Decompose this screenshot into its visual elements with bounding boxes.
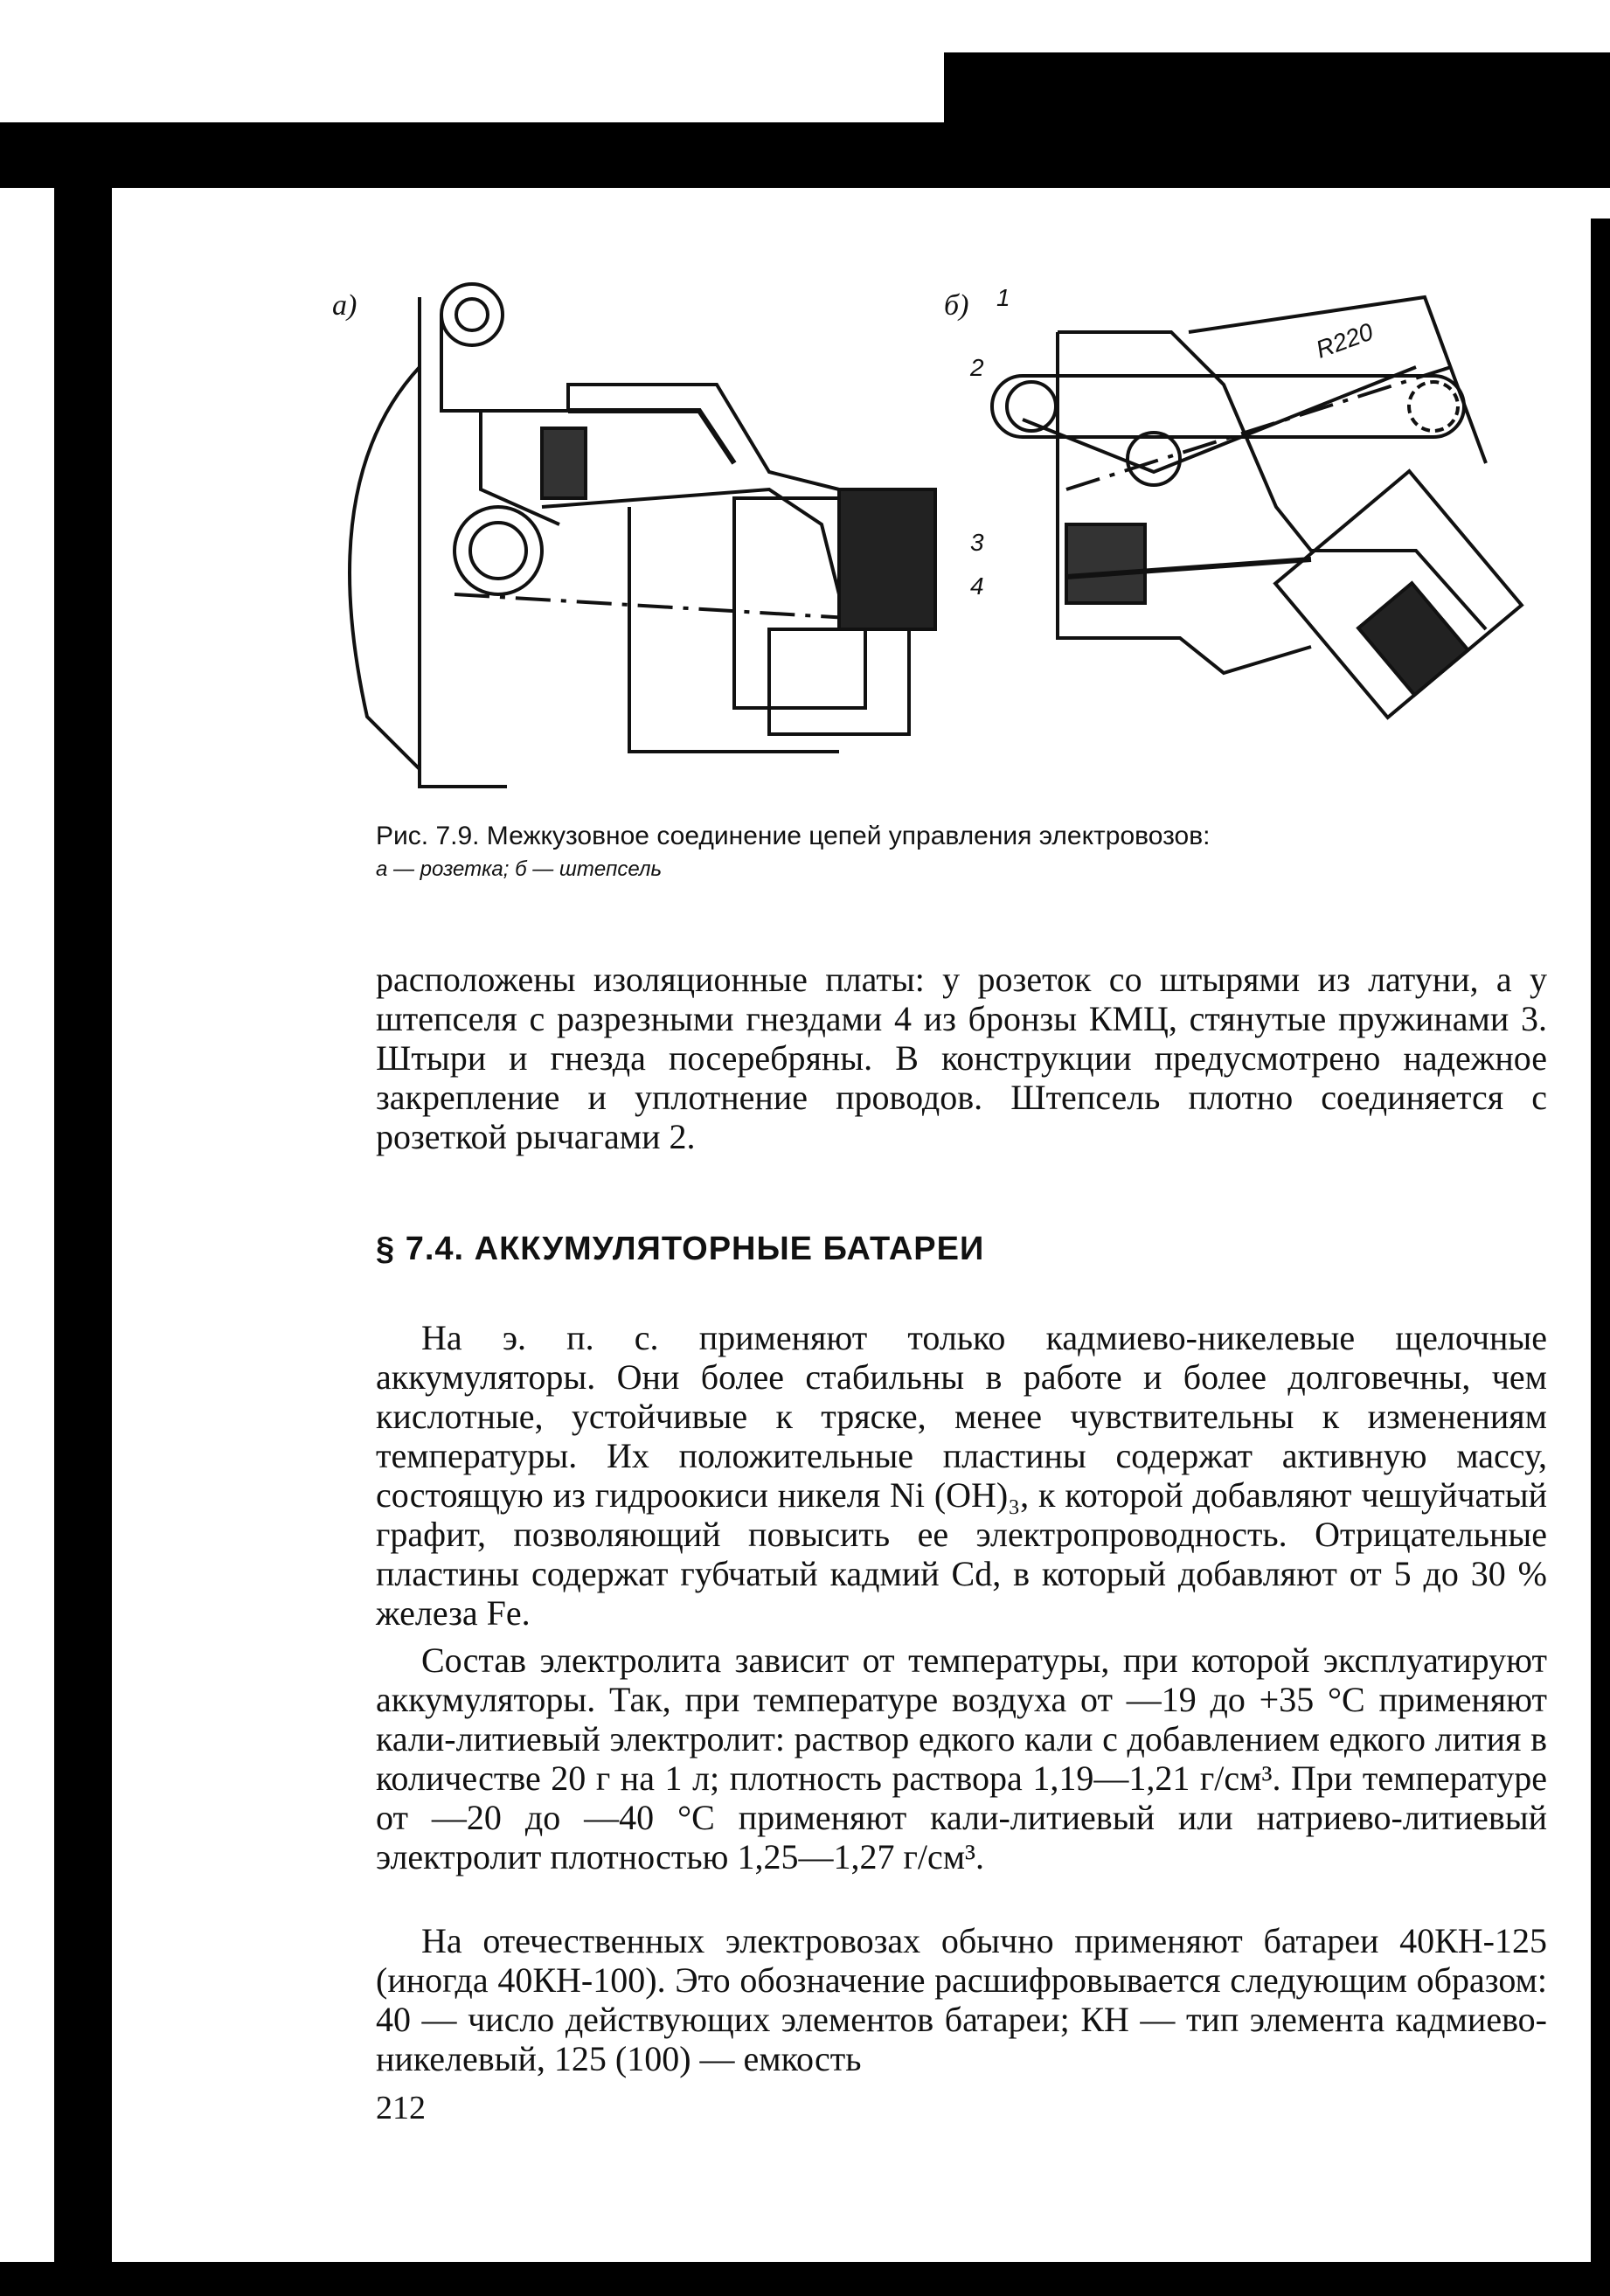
caption-subtitle: а — розетка; б — штепсель [376, 857, 663, 881]
scan-border-bottom [0, 2262, 1610, 2296]
section-heading: § 7.4. АККУМУЛЯТОРНЫЕ БАТАРЕИ [376, 1231, 985, 1267]
scan-margin-left [0, 188, 54, 2296]
radius-label: R220 [1312, 317, 1377, 364]
scan-margin-top-left [0, 52, 944, 122]
figure-7-9-drawing [280, 262, 1556, 804]
paragraph-1: расположены изоляционные платы: у розеток со штырями из латуни, а у штепселя с разрезными гнездами 4 из бронзы КМЦ, стянутые пружинами 3. Штыри и гнезда посеребряны. В конструкции предусмотрено надежное закрепление и уплотнение проводов. Штепсель плотно соединяется с розеткой рычагами 2. [376, 960, 1547, 1156]
figure-label-b: б) [944, 289, 969, 322]
callout-1: 1 [996, 284, 1010, 311]
paragraph-2: На э. п. с. применяют только кадмиево-никелевые щелочные аккумуляторы. Они более стабильны в работе и более долговечны, чем кислотные, устойчивые к тряске, менее чувствительны к изменениям температуры. Их положительные пластины содержат активную массу, состоящую из гидроокиси никеля Ni (OH)₃, к которой добавляют чешуйчатый графит, позволяющий повысить ее электропроводность. Отрицательные пластины содержат губчатый кадмий Cd, в который добавляют от 5 до 30 % железа Fe. [376, 1318, 1547, 1633]
paragraph-3: Состав электролита зависит от температуры, при которой эксплуатируют аккумуляторы. Так, при температуре воздуха от —19 до +35 °С применяют кали-литиевый электролит: раствор едкого кали с добавлением едкого лития в количестве 20 г на 1 л; плотность раствора 1,19—1,21 г/см³. При температуре от —20 до —40 °С применяют кали-литиевый или натриево-литиевый электролит плотностью 1,25—1,27 г/см³. [376, 1640, 1547, 1876]
paragraph-4: На отечественных электровозах обычно применяют батареи 40КН-125 (иногда 40КН-100). Это обозначение расшифровывается следующим образом: 40 — число действующих элементов батареи; КН — тип элемента кадмиево-никелевый, 125 (100) — емкость [376, 1921, 1547, 2078]
page-number: 212 [376, 2090, 426, 2126]
scan-margin-top [0, 0, 1610, 52]
callout-3: 3 [970, 529, 984, 556]
figure-label-a: а) [332, 289, 357, 322]
plug-drawing [944, 284, 1522, 718]
scan-border-right [1591, 219, 1610, 2296]
figure-caption [376, 820, 1512, 886]
callout-4: 4 [970, 572, 984, 600]
socket-drawing [332, 284, 935, 787]
callout-2: 2 [970, 354, 984, 381]
caption-title: Рис. 7.9. Межкузовное соединение цепей управления электровозов: [376, 822, 1211, 850]
